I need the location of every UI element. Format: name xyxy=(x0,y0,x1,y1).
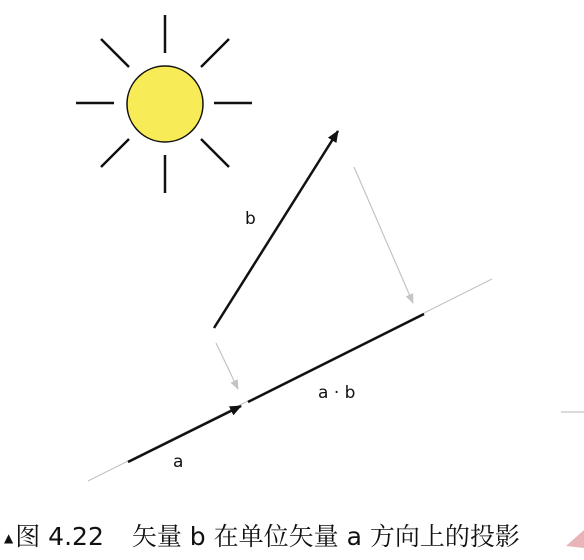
figure-caption xyxy=(4,517,520,553)
sun-ray xyxy=(201,39,229,67)
sun-ray xyxy=(201,139,229,167)
projection-guide-tail xyxy=(216,343,238,389)
vector-a xyxy=(128,406,241,462)
vector-b-label: b xyxy=(245,209,256,229)
figure-number: 图 4.22 xyxy=(15,522,104,551)
sun-icon xyxy=(76,15,252,193)
caption-text: 矢量 b 在单位矢量 a 方向上的投影 xyxy=(131,522,520,551)
corner-accent xyxy=(566,530,584,548)
sun-ray xyxy=(101,139,129,167)
projection-guide-head xyxy=(354,167,413,303)
vector-a-label: a xyxy=(173,452,184,472)
caption-marker-icon: ▲ xyxy=(4,531,14,545)
projection-label: a · b xyxy=(318,383,356,403)
vector-b xyxy=(214,131,338,328)
sun-disc xyxy=(127,66,203,142)
sun-ray xyxy=(101,39,129,67)
